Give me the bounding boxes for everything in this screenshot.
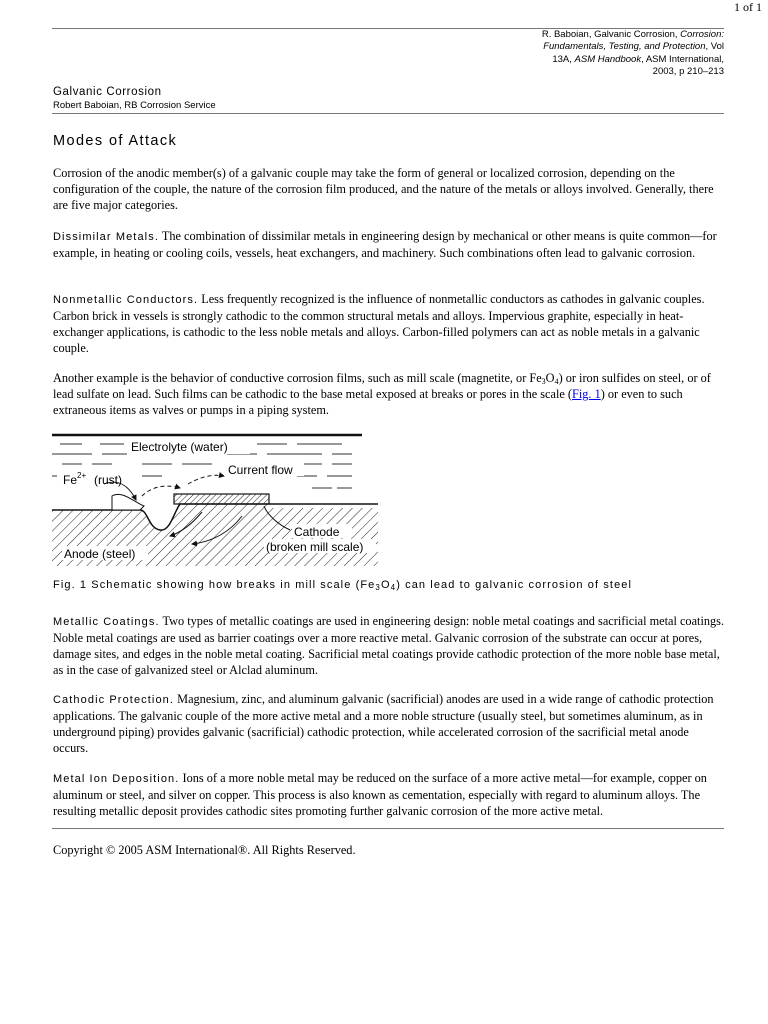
citation-italic: Fundamentals, Testing, and Protection [543, 41, 706, 53]
paragraph-lead: Metal Ion Deposition. [53, 773, 180, 785]
paragraph-body: O [545, 371, 555, 385]
paragraph-body: Magnesium, zinc, and aluminum galvanic (sacrificial) anodes are used in a wide range of cathodic protection applications. The galvanic couple of the more active metal and a more noble structure (usually steel, but sometimes aluminum, as in underground piping) provides galvanic (sacrificial) cathodic protection, while accelerated corrosion of the sacrificial metal anode occurs. [53, 692, 714, 756]
paragraph-body: ) or iron sulfides on steel, or of lead sulfate on lead. Such films can be cathodic to the base metal exposed at breaks or pores in the scale ( [53, 371, 711, 402]
paragraph-lead: Nonmetallic Conductors. [53, 294, 199, 306]
citation-text: , ASM International, [641, 53, 724, 65]
caption-text: O [380, 579, 391, 591]
paragraph-lead: Metallic Coatings. [53, 616, 160, 628]
copyright-notice: Copyright © 2005 ASM International®. All Rights Reserved. [53, 843, 356, 857]
paragraph-body: ) or even to such extraneous items as valves or pumps in a piping system. [53, 387, 683, 418]
citation-text: 13A, [552, 53, 575, 65]
citation-text: , Vol [705, 41, 724, 53]
label-cathode: Cathode [294, 525, 340, 539]
citation-text: R. Baboian, Galvanic Corrosion, [541, 29, 681, 40]
subscript: 4 [390, 583, 397, 592]
label-electrolyte: Electrolyte (water) [131, 440, 228, 454]
document-title: Galvanic Corrosion [53, 86, 162, 98]
subscript: 3 [375, 583, 381, 592]
paragraph-cathodic-protection [53, 691, 725, 756]
label-broken-mill-scale: (broken mill scale) [266, 540, 364, 554]
citation-italic: Corrosion: [680, 29, 724, 40]
section-heading: Modes of Attack [53, 133, 178, 149]
paragraph-body: The combination of dissimilar metals in engineering design by mechanical or other means is quite common—for example, in heating or cooling coils, vessels, heat exchangers, and machinery. Such combinations often lead to galvanic corrosion. [53, 229, 717, 261]
paragraph-nonmetallic-conductors [53, 291, 725, 356]
paragraph-dissimilar-metals [53, 228, 725, 261]
label-anode: Anode (steel) [64, 547, 136, 561]
header-rule [52, 113, 724, 114]
paragraph-metallic-coatings [53, 613, 725, 678]
paragraph-lead: Cathodic Protection. [53, 694, 175, 706]
figure-1-diagram [52, 432, 378, 566]
figure-caption [53, 579, 632, 591]
paragraph-lead: Dissimilar Metals. [53, 231, 159, 243]
paragraph-body: Less frequently recognized is the influence of nonmetallic conductors as cathodes in galvanic couples. Carbon brick in vessels is strongly cathodic to the common structural metals and alloys. Impervious graphite, especially in heat-exchanger applications, is cathodic to the less noble metals and alloys. Carbon-filled polymers can act as noble metals in a galvanic couple. [53, 292, 705, 356]
document-author: Robert Baboian, RB Corrosion Service [53, 100, 216, 111]
paragraph-body: Another example is the behavior of conductive corrosion films, such as mill scale (magnetite, or Fe [53, 371, 542, 385]
label-current-flow: Current flow [228, 463, 293, 477]
label-rust: (rust) [94, 473, 122, 487]
figure-1-link[interactable]: Fig. 1 [572, 387, 601, 402]
subscript: 4 [554, 377, 559, 386]
caption-text: ) can lead to galvanic corrosion of steel [396, 579, 633, 591]
paragraph-body: Ions of a more noble metal may be reduced on the surface of a more active metal—for example, copper on aluminum or steel, and silver on copper. This process is also known as cementation, especially with regard to aluminum alloys. The resulting metallic deposit provides cathodic sites promoting further galvanic corrosion of the more active metal. [53, 771, 707, 819]
intro-paragraph: Corrosion of the anodic member(s) of a galvanic couple may take the form of general or localized corrosion, depending on the configuration of the couple, the nature of the corrosion film produced, and the nature of the metals or alloys involved. Generally, there are five major categories. [53, 166, 714, 213]
paragraph-metal-ion-deposition [53, 770, 725, 819]
subscript: 3 [541, 377, 546, 386]
page-count: 1 of 1 [734, 0, 762, 14]
figure-1-svg [52, 432, 378, 566]
citation-text: 2003, p 210–213 [652, 65, 724, 77]
label-fe: Fe [63, 473, 78, 487]
label-fe-charge: 2+ [77, 471, 87, 480]
paragraph-body: Two types of metallic coatings are used in engineering design: noble metal coatings and sacrificial metal coatings. Noble metal coatings are used as barrier coatings over a more reactive metal. Galvanic corrosion of the substrate can occur at pores, damage sites, and edges in the noble metal coating. Sacrificial metal coatings provide cathodic protection of the more noble base metal, as in the case of galvanized steel or Alclad aluminum. [53, 614, 725, 678]
citation-block [464, 29, 724, 78]
paragraph-corrosion-films [53, 370, 725, 418]
citation-italic: ASM Handbook [574, 53, 642, 65]
caption-text: Fig. 1 Schematic showing how breaks in mill scale (Fe [53, 579, 376, 591]
bottom-rule [52, 828, 724, 829]
